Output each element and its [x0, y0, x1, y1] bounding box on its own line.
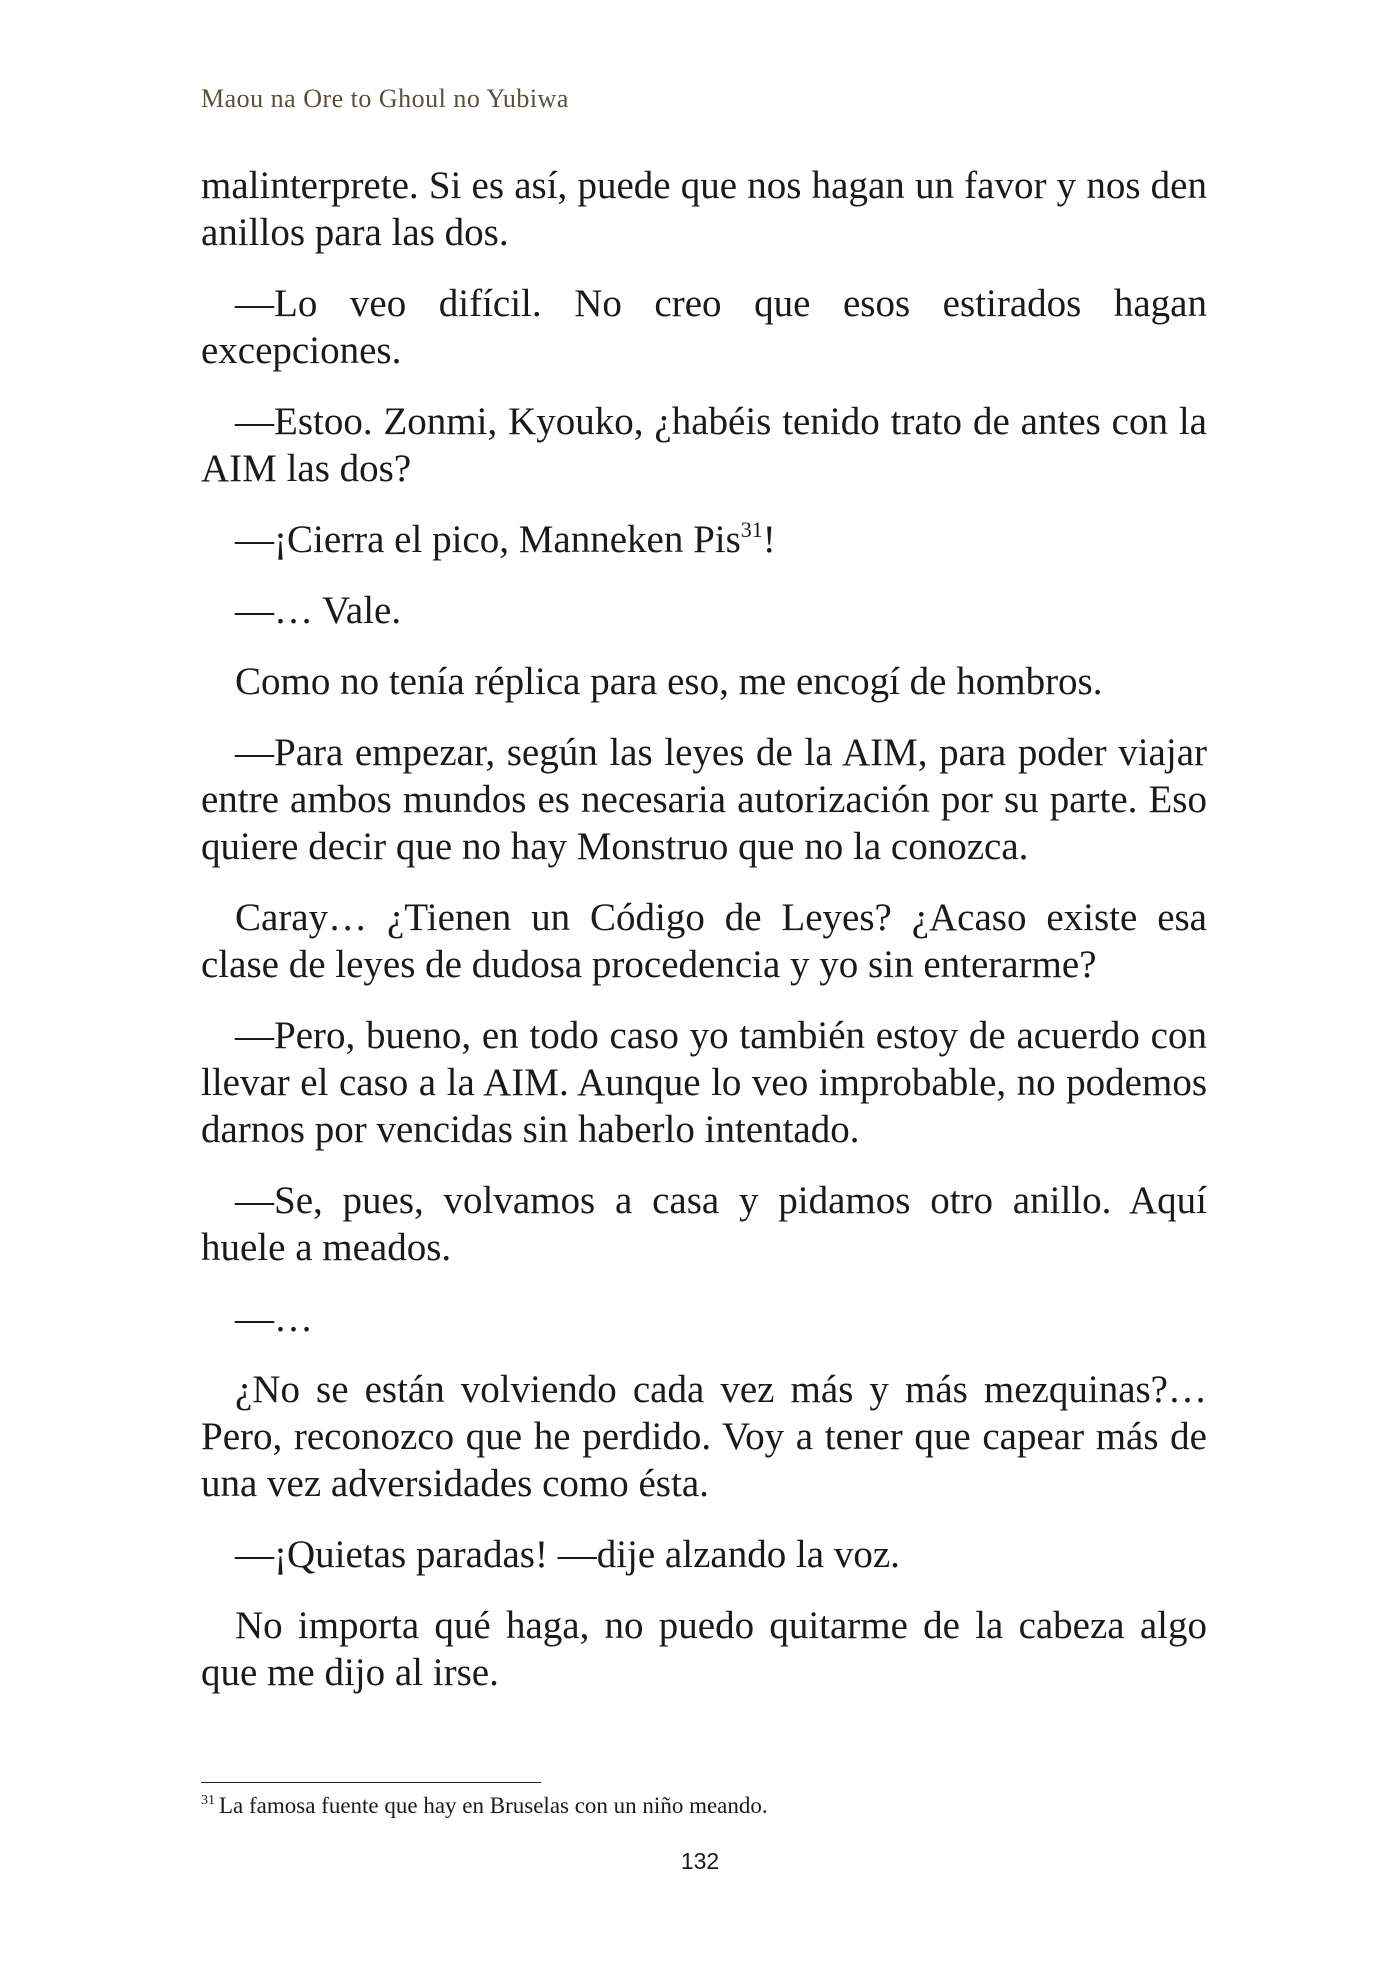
paragraph: Como no tenía réplica para eso, me encogí de hombros. [235, 660, 1103, 703]
running-header: Maou na Ore to Ghoul no Yubiwa [201, 84, 569, 113]
paragraph: —Estoo. Zonmi, Kyouko, ¿habéis tenido trato de antes con la AIM las dos? [201, 400, 1207, 490]
paragraph: ¿No se están volviendo cada vez más y más mezquinas?… Pero, reconozco que he perdido. Voy a tener que capear más de una vez adversidades como ésta. [201, 1368, 1207, 1505]
paragraph: —Se, pues, volvamos a casa y pidamos otro anillo. Aquí huele a meados. [201, 1179, 1207, 1269]
paragraph [201, 516, 1207, 563]
paragraph: Caray… ¿Tienen un Código de Leyes? ¿Acaso existe esa clase de leyes de dudosa procedencia y yo sin enterarme? [201, 896, 1207, 986]
footnote-number: 31 [201, 1793, 215, 1808]
paragraph: malinterprete. Si es así, puede que nos hagan un favor y nos den anillos para las dos. [201, 164, 1207, 254]
footnote-text: La famosa fuente que hay en Bruselas con un niño meando. [219, 1793, 768, 1818]
footnote [201, 1793, 768, 1819]
page-number: 132 [680, 1848, 720, 1874]
paragraph: —Pero, bueno, en todo caso yo también estoy de acuerdo con llevar el caso a la AIM. Aunque lo veo improbable, no podemos darnos por vencidas sin haberlo intentado. [201, 1014, 1207, 1151]
paragraph: —Para empezar, según las leyes de la AIM, para poder viajar entre ambos mundos es necesaria autorización por su parte. Eso quiere decir que no hay Monstruo que no la conozca. [201, 731, 1207, 868]
body-text [201, 162, 1207, 1720]
footnote-divider [201, 1782, 541, 1783]
paragraph-text-end: ! [762, 518, 776, 561]
paragraph-text: —¡Cierra el pico, Manneken Pis [235, 518, 741, 561]
paragraph: —… [235, 1297, 313, 1340]
paragraph: —… Vale. [235, 589, 402, 632]
paragraph: —Lo veo difícil. No creo que esos estirados hagan excepciones. [201, 282, 1207, 372]
paragraph: No importa qué haga, no puedo quitarme de la cabeza algo que me dijo al irse. [201, 1604, 1207, 1694]
footnote-reference: 31 [740, 517, 763, 542]
paragraph: —¡Quietas paradas! —dije alzando la voz. [235, 1533, 900, 1576]
